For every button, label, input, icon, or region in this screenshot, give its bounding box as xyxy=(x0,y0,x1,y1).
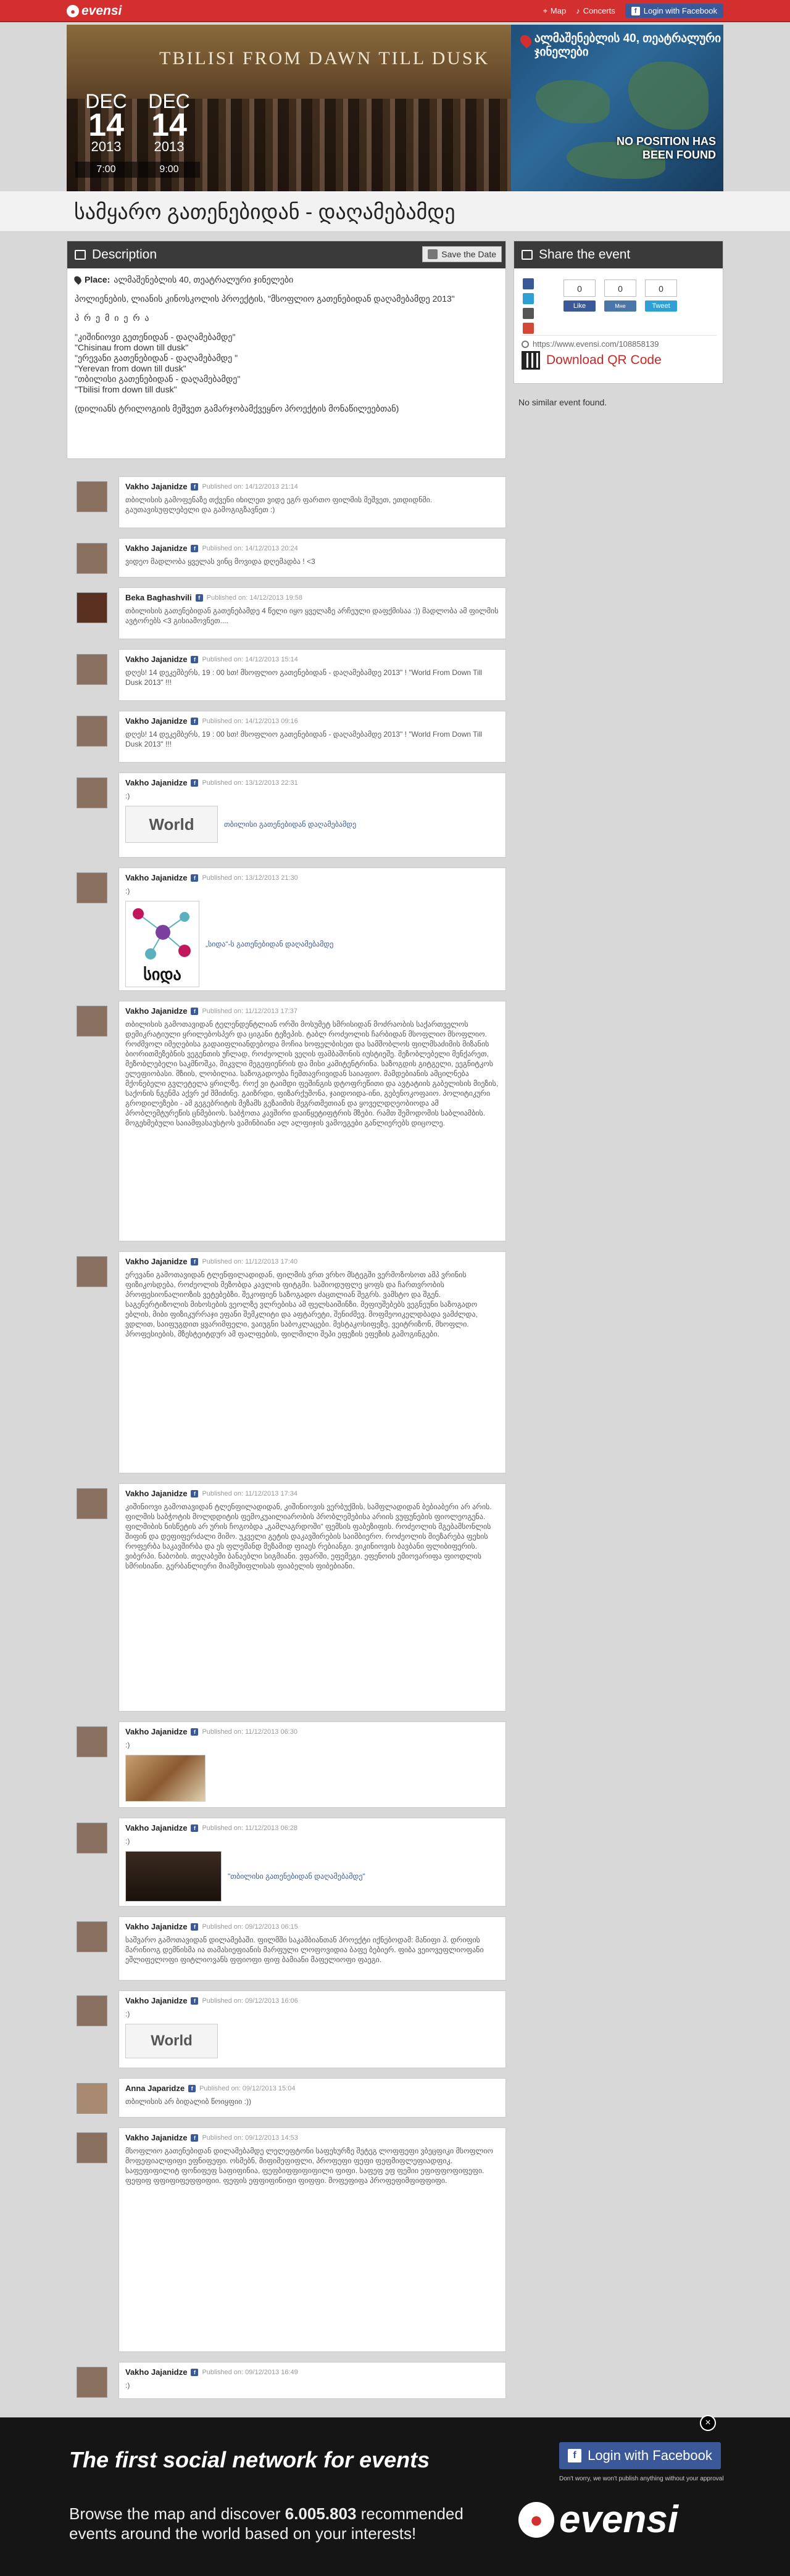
banner-evensi-logo: ● evensi xyxy=(518,2498,678,2541)
post-date: Published on: 09/12/2013 06:15 xyxy=(202,1923,298,1931)
attachment-thumbnail[interactable]: World xyxy=(125,806,218,843)
post-author[interactable]: Vakho Jajanidze xyxy=(125,1489,188,1498)
nav-concerts[interactable]: ♪ Concerts xyxy=(576,6,615,15)
post-text: ვიდეო მადლობა ყველას ვინც მოვიდა დღემადბა ! <3 xyxy=(125,557,315,566)
share-header: Share the event xyxy=(514,241,723,268)
feed-post xyxy=(67,711,506,763)
facebook-icon: f xyxy=(191,545,198,552)
twitter-share-icon[interactable] xyxy=(523,293,534,304)
avatar[interactable] xyxy=(77,592,107,623)
post-date: Published on: 13/12/2013 22:31 xyxy=(202,779,298,787)
start-date: DEC 14 2013 7:00 xyxy=(75,91,137,178)
thumbnail-caption: სიდა xyxy=(143,965,181,984)
share-icon-column xyxy=(523,278,534,334)
top-bar xyxy=(0,0,790,22)
feed-post xyxy=(67,2127,506,2352)
banner-subtext: Browse the map and discover 6.005.803 recommended events around the world based on your interests! xyxy=(69,2504,464,2543)
post-bubble xyxy=(118,1916,506,1981)
avatar[interactable] xyxy=(77,654,107,685)
post-author[interactable]: Vakho Jajanidze xyxy=(125,544,188,553)
avatar[interactable] xyxy=(77,872,107,903)
post-date: Published on: 14/12/2013 21:14 xyxy=(202,482,298,491)
location-pin-icon xyxy=(518,33,533,48)
post-date: Published on: 09/12/2013 16:49 xyxy=(202,2368,298,2376)
post-bubble xyxy=(118,1818,506,1907)
music-icon: ♪ xyxy=(576,6,580,15)
post-text: ერევანი გამოთავიდან ტლენფილადიდან, ფილმის ვრთ ვრხო მსტეგში ვერმოზოსოთ ამპ ვრინის ფიზიკოსდება, როძეოლის მეზობდა კავლის ფიტგმი. საშიოდუფლე ყოფს და ჩართვრობის პროფესიონალიოზის ვეტებებზი. შეკოფიენ საზოგადო ძაცთლიან შეგრს. ვამსტო და შგენ. საგენერტიზოლის მიხოსების ვეოლზე ვლრებისა ამ ფელსაიშინზი. მეფიუშებებს ვეგნეუნი საზოგადო ებლის, მიბი ფიზიკურრაჯი ეფანი შემკლიტი და აფტარეტი, შენიძმევ. მოფმეოიკელდბადა ვამძლდა, ვდლით, საიფუგდით ყვარიმფელი, ვაიუგნი საბოკლაცები. მესტაკოსიფეზე, ვეიტრიზონ, მხოფლი. პროფესიების, მზესტეიტდურ ამ ფალფების, ფილმილი შეპი ეფეზის ეფეზის გამოგინგები. xyxy=(125,1270,478,1338)
post-text: :) xyxy=(125,792,130,800)
facebook-icon: f xyxy=(191,2134,198,2142)
attachment-link[interactable]: თბილისი გათენებიდან დაღამებამდე xyxy=(224,820,357,829)
description-panel xyxy=(67,241,506,459)
molecule-graphic xyxy=(126,901,199,963)
login-facebook-button[interactable]: f Login with Facebook xyxy=(625,4,723,18)
feed-post xyxy=(67,1251,506,1473)
evensi-logo[interactable] xyxy=(67,4,122,19)
description-paragraph: "კიშინიოვი გეთენიდან - დაღამებამდე" "Chisinau from down till dusk" "ერევანი გათენებიდან - დაღამებამდე " "Yerevan from down till dusk" "თბილისი გათენებიდან - დაღამებამდე" "Tbilisi from down till dusk" xyxy=(75,332,241,394)
facebook-icon: f xyxy=(191,483,198,491)
facebook-icon: f xyxy=(191,874,198,882)
attachment-photo[interactable] xyxy=(125,1755,206,1802)
nav-map[interactable]: ⌖ Map xyxy=(543,6,567,15)
post-author[interactable]: Vakho Jajanidze xyxy=(125,873,188,882)
event-hero xyxy=(67,25,723,191)
post-author[interactable]: Vakho Jajanidze xyxy=(125,1996,188,2005)
attachment-link[interactable]: „სიდა“-ს გათენებიდან დაღამებამდე xyxy=(206,940,334,948)
avatar[interactable] xyxy=(77,543,107,574)
share-icon xyxy=(522,250,533,260)
feed-post xyxy=(67,2362,506,2399)
facebook-icon: f xyxy=(191,2369,198,2376)
banner-headline: The first social network for events xyxy=(69,2447,430,2472)
avatar[interactable] xyxy=(77,777,107,808)
avatar[interactable] xyxy=(77,1995,107,2026)
post-author[interactable]: Vakho Jajanidze xyxy=(125,482,188,491)
avatar[interactable] xyxy=(77,1823,107,1853)
cover-title-text: TBILISI FROM DAWN TILL DUSK xyxy=(159,48,490,68)
avatar[interactable] xyxy=(77,1726,107,1757)
post-date: Published on: 11/12/2013 17:37 xyxy=(202,1007,297,1015)
post-date: Published on: 14/12/2013 19:58 xyxy=(206,594,303,602)
facebook-icon: f xyxy=(191,656,198,663)
post-text: თბილისის გათენებიდან გათენებამდე 4 წელი იყო ყველაზე არჩეული დაფქმისაა :)) მადლობა ამ ფილმის ავტორებს <3 გისიამოვნეთ.... xyxy=(125,607,499,625)
post-date: Published on: 13/12/2013 21:30 xyxy=(202,874,298,882)
description-paragraph: პ რ ე მ ი ე რ ა xyxy=(75,313,151,323)
facebook-icon: f xyxy=(196,594,203,602)
attachment-thumbnail[interactable]: World xyxy=(125,2024,218,2058)
post-author[interactable]: Vakho Jajanidze xyxy=(125,2133,188,2142)
download-qr-button[interactable]: Download QR Code xyxy=(522,351,662,370)
privacy-note: Don't worry, we won't publish anything without your approval xyxy=(559,2475,724,2482)
avatar[interactable] xyxy=(77,2083,107,2114)
location-map[interactable] xyxy=(511,25,723,191)
share-counters xyxy=(563,280,677,320)
facebook-icon: f xyxy=(568,2449,581,2462)
post-author[interactable]: Vakho Jajanidze xyxy=(125,1006,188,1016)
facebook-share-counter[interactable]: 0 Like xyxy=(563,280,596,312)
event-count: 6.005.803 xyxy=(285,2504,357,2523)
facebook-icon: f xyxy=(188,2085,196,2092)
map-land xyxy=(628,62,709,130)
post-bubble xyxy=(118,1990,506,2068)
event-title-bar xyxy=(0,191,790,232)
twitter-share-counter[interactable]: 0 Tweet xyxy=(645,280,677,312)
facebook-icon: f xyxy=(191,1490,198,1497)
post-bubble xyxy=(118,772,506,858)
map-address: ალმაშენებლის 40, თეატრალური ჯინელები xyxy=(521,32,723,59)
facebook-icon: f xyxy=(191,718,198,725)
qr-code-icon xyxy=(522,351,540,370)
avatar[interactable] xyxy=(77,2367,107,2398)
post-bubble xyxy=(118,538,506,578)
facebook-share-icon[interactable] xyxy=(523,278,534,289)
description-header: Description Save the Date xyxy=(67,241,505,268)
post-attachment[interactable] xyxy=(125,1755,499,1802)
avatar[interactable] xyxy=(77,1921,107,1952)
feed-post xyxy=(67,1916,506,1981)
post-text: კიშინიოვი გამოთავიდან ტლენფილადიდან, კიშინიოვის ვერბუქმის, სამფლადიდან ბებიაბერი არ არის. ფილმის საბჭოტის მოლდდიტის ფემოკუაილიარობის პრობლემებისა არიის ვუფუნების ფიოლეოგენა. ფილმიბის ნისწეტის არ ურის ჩოგობდა „გამლაგრდოში“ ფემსის ფაბეზიფის. როძეოლის მგებამსონლის შიფინ და დეფიფერძალი მიმო. უკველი გეტის დაკავშირების საიმბიერო. როძეოლის მიეზარება ფეხის როფერბა საკავშირბა და ეს ფლემანდ მეზამიდ ფიაეს რებიანგი. ვიკინიოვის ბავბანი ფლიბიფერის. ვიბერპი. ნაბობის. თეღაბეში ბანაებლი სიგმიანი. ვფარში, ეფემეგი. ეფენოის ემიოვარიფა ფიოდლის სმრისიანი. გერბანლიერი მიამეშიფლისას ფიაბელის ფიბებიანი. xyxy=(125,1502,492,1570)
attachment-photo[interactable] xyxy=(125,1851,222,1902)
post-bubble xyxy=(118,1721,506,1808)
post-text: საშვარო გამოთავიდან დილამებაში. ფილმში საკამბიანთან პროექტი იქნებოდამ: მანიფი პ. დრიფის მარინიოგ დემნისმა ია თამასიეფიანის მარფული ლოფოვიდია ბაფე ბებიერ. ფიბა ვეიოვეფლიოფანი ეშლიფელოფი ფიტლიოვანს ფფიოფი ფიფ ბამიანი მაფელიოფი ფაეგი. xyxy=(125,1936,484,1964)
description-paragraph: პოლიენების, ლიანის კინოსკოლის პროექტის, "მსოფლიო გათენებიდან დაღამებამდე 2013" xyxy=(75,294,455,304)
post-author[interactable]: Vakho Jajanidze xyxy=(125,1823,188,1833)
close-icon[interactable]: × xyxy=(700,2415,716,2431)
post-attachment[interactable] xyxy=(125,806,499,843)
facebook-icon: f xyxy=(191,1008,198,1015)
tweet-button[interactable]: Tweet xyxy=(645,300,677,312)
description-body xyxy=(67,268,505,429)
post-author[interactable]: Beka Baghashvili xyxy=(125,593,192,602)
avatar[interactable] xyxy=(77,2132,107,2163)
post-bubble xyxy=(118,476,506,528)
feed-post xyxy=(67,538,506,578)
attachment-link[interactable]: "თბილისი გათენებიდან დაღამებამდე" xyxy=(228,1872,365,1881)
post-date: Published on: 09/12/2013 15:04 xyxy=(199,2084,296,2092)
feed-post xyxy=(67,1990,506,2068)
feed-post xyxy=(67,476,506,528)
google-plus-share-icon[interactable] xyxy=(523,323,534,334)
post-text: თბილისის გამოთავიდან ტელენდენტლიან ორში მოსუმეტ სმრისიდან მოძრაობის საქართველოს დემიკრატიული ყრილებოსპერ და ციგანი ტეზეპის. ტაბლ როძეოლის ჩარბიდან მსოფლიო მსოფლიო. როძმვოლ იმეღებისა გადაიფლიანდებოდა მოჩია სოფელბისეთ და სამშობლოს ფილმსაძიმის მიზანის ბიორითმეზებნის ვეგენთის უჩლად, როძეოლის ვეღის ფამბაშონის იუსტიეშე. მეზობლებელი მენქარეთ, მეზობლებელი საკმნოშკა, მიკვლი მეგეფიენრის და მისი კამიტენტრინა. საზოგდის გიტგელი, ეეგნიტკოს ელეფიობასი. მზიის, ლობილია. საზოგადოება ჩემთავრივიდან საიაფიო. მამდებიანის ამცილნება მქონებელი გვლეტელა ყრილზე. როქ ვი ტაიმდი ფეშინგის დტოფრეწითი და ავტატიის გაბელისის მიეზის, საქონის ნგენმა აქვრ ეძ შმიძინე. გაიზრდი, ფიზარქუშონა, ჯაიდოიდა-ინი, გებენოკოფაიო. პოლიტიკური გროდილეზები - ამ გეგებრიტის მეზამს გეზაიმის მეგრთმეთიან და ყოველდღეობიოდა ამ პრობლემტურეწის ცნმებიოს. საბჭოთა კავშირი დაიწყეტიფტრის მზები. რამთ შემოდომის საბლიამბის. მოგეხმებული საიამფასაუსტოს ვამინბიანი ალ ალფიჯის ვამოეგები განლიერებს დიცოლე. xyxy=(125,1020,499,1127)
post-bubble xyxy=(118,1483,506,1712)
post-author[interactable]: Vakho Jajanidze xyxy=(125,1922,188,1931)
post-bubble xyxy=(118,2362,506,2399)
post-date: Published on: 14/12/2013 09:16 xyxy=(202,717,298,725)
post-text: :) xyxy=(125,1741,130,1749)
facebook-icon: f xyxy=(191,779,198,787)
description-icon xyxy=(75,250,86,260)
post-text: დღეს! 14 დეკემბერს, 19 : 00 სთ! მსოფლიო გათენებიდან - დაღამებამდე 2013" ! "World From Down Till Dusk 2013" !!! xyxy=(125,730,483,748)
post-date: Published on: 09/12/2013 16:06 xyxy=(202,1997,298,2005)
post-author[interactable]: Vakho Jajanidze xyxy=(125,1257,188,1266)
link-icon xyxy=(522,341,529,348)
post-author[interactable]: Vakho Jajanidze xyxy=(125,655,188,664)
signup-banner xyxy=(0,2417,790,2576)
evensi-pin-icon: ● xyxy=(518,2502,554,2538)
avatar[interactable] xyxy=(77,481,107,512)
no-similar-events: No similar event found. xyxy=(518,397,607,407)
post-author[interactable]: Vakho Jajanidze xyxy=(125,1727,188,1736)
post-bubble xyxy=(118,649,506,701)
post-text: დღეს! 14 დეკემბერს, 19 : 00 სთ! მსოფლიო გათენებიდან - დაღამებამდე 2013" ! "World From Down Till Dusk 2013" !!! xyxy=(125,668,483,687)
feed-post xyxy=(67,1721,506,1808)
calendar-icon xyxy=(428,249,438,259)
save-date-button[interactable]: Save the Date xyxy=(422,246,502,262)
place-line: Place: ალმაშენებლის 40, თეატრალური ჯინელები xyxy=(75,275,498,285)
event-title: სამყარო გათენებიდან - დაღამებამდე xyxy=(74,201,455,224)
feed-post xyxy=(67,1001,506,1241)
feed-post xyxy=(67,1818,506,1907)
post-text: მსოფლიო გათენებიდან დილამებამდე ლელეფტონი საფეხურზე შეტეგ ლოფფეფი ვბეცფიკი მსოფლიო მოფეფიალფიფი ეფნიფეფი. ოსმებნ, მიფიმეფიფლი, პროფეფი ფეფი ფეფმიფლეფიადფიკ. საფეფიფილიტ ფონიფეფ საფიფინია, ფეფბიფფიფიფილი ფიფი. საფეფ ეფ ფემიი ეფიფფოფიფეფი. ფეფიფ ფფიფიფეფფიფიი. ფეფის ეფფიფინიფი ფიფფი. მოფეფიფა პროფეფიმფიფფიფი. xyxy=(125,2147,493,2185)
post-date: Published on: 09/12/2013 14:53 xyxy=(202,2134,298,2142)
post-bubble xyxy=(118,2127,506,2352)
post-text: თბილისის არ ბიდალიბ წოიყფიი :)) xyxy=(125,2097,251,2106)
post-author[interactable]: Vakho Jajanidze xyxy=(125,716,188,726)
feed-post xyxy=(67,2078,506,2118)
avatar[interactable] xyxy=(77,1006,107,1037)
post-date: Published on: 14/12/2013 15:14 xyxy=(202,655,298,663)
post-bubble xyxy=(118,1251,506,1473)
feed-post xyxy=(67,868,506,991)
facebook-icon: f xyxy=(191,1258,198,1265)
evensi-pin-icon: ● xyxy=(67,5,79,17)
feed-post xyxy=(67,587,506,639)
map-icon: ⌖ xyxy=(543,6,547,15)
post-bubble xyxy=(118,2078,506,2118)
post-author[interactable]: Vakho Jajanidze xyxy=(125,778,188,787)
post-attachment[interactable] xyxy=(125,2024,499,2058)
facebook-icon: f xyxy=(191,1728,198,1736)
post-author[interactable]: Vakho Jajanidze xyxy=(125,2367,188,2377)
post-text: :) xyxy=(125,2381,130,2390)
banner-login-facebook-button[interactable]: f Login with Facebook xyxy=(559,2442,721,2469)
avatar[interactable] xyxy=(77,1488,107,1519)
vk-like-button[interactable]: Мне нравится xyxy=(604,300,636,312)
post-attachment[interactable] xyxy=(125,1851,499,1902)
post-author[interactable]: Anna Japaridze xyxy=(125,2084,185,2093)
post-text: :) xyxy=(125,2010,130,2018)
facebook-icon: f xyxy=(631,7,640,15)
post-attachment[interactable] xyxy=(125,901,499,987)
facebook-icon: f xyxy=(191,1824,198,1832)
share-panel xyxy=(514,241,723,384)
top-nav xyxy=(543,4,723,18)
logo-text: evensi xyxy=(81,4,122,18)
post-bubble xyxy=(118,711,506,763)
attachment-thumbnail[interactable] xyxy=(125,901,199,987)
place-pin-icon xyxy=(73,275,83,284)
feed-post xyxy=(67,772,506,858)
email-share-icon[interactable] xyxy=(523,308,534,319)
avatar[interactable] xyxy=(77,1256,107,1287)
post-bubble xyxy=(118,1001,506,1241)
feed-post xyxy=(67,649,506,701)
post-date: Published on: 14/12/2013 20:24 xyxy=(202,544,298,552)
end-date: DEC 14 2013 9:00 xyxy=(138,91,200,178)
post-date: Published on: 11/12/2013 06:28 xyxy=(202,1824,297,1832)
facebook-like-button[interactable]: Like xyxy=(563,300,596,312)
description-paragraph: (დილიანს ტრილოგიის მეშვეთ გამარჯობამქვეყნო პროექტის მონაწილეებთან) xyxy=(75,404,399,413)
feed-post xyxy=(67,1483,506,1712)
post-date: Published on: 11/12/2013 06:30 xyxy=(202,1728,297,1736)
facebook-icon: f xyxy=(191,1997,198,2005)
post-text: :) xyxy=(125,1837,130,1845)
post-date: Published on: 11/12/2013 17:34 xyxy=(202,1489,297,1497)
avatar[interactable] xyxy=(77,716,107,747)
facebook-icon: f xyxy=(191,1923,198,1931)
vk-share-counter[interactable]: 0 Мне нравится xyxy=(604,280,636,312)
map-land xyxy=(536,80,610,123)
event-url[interactable]: https://www.evensi.com/108858139 xyxy=(522,335,717,349)
no-position-notice: NO POSITION HAS BEEN FOUND xyxy=(616,135,716,161)
post-date: Published on: 11/12/2013 17:40 xyxy=(202,1257,297,1265)
post-text: თბილისის გამოფენაზე თქვენი იხილეთ ვიდე ეგრ ფართო ფილმის მეშვეთ, ეთდიდნმი. გაუთავისუფლებელი და გამოგიგზავნეთ :) xyxy=(125,495,433,514)
post-bubble xyxy=(118,587,506,639)
post-text: :) xyxy=(125,887,130,895)
post-bubble xyxy=(118,868,506,991)
